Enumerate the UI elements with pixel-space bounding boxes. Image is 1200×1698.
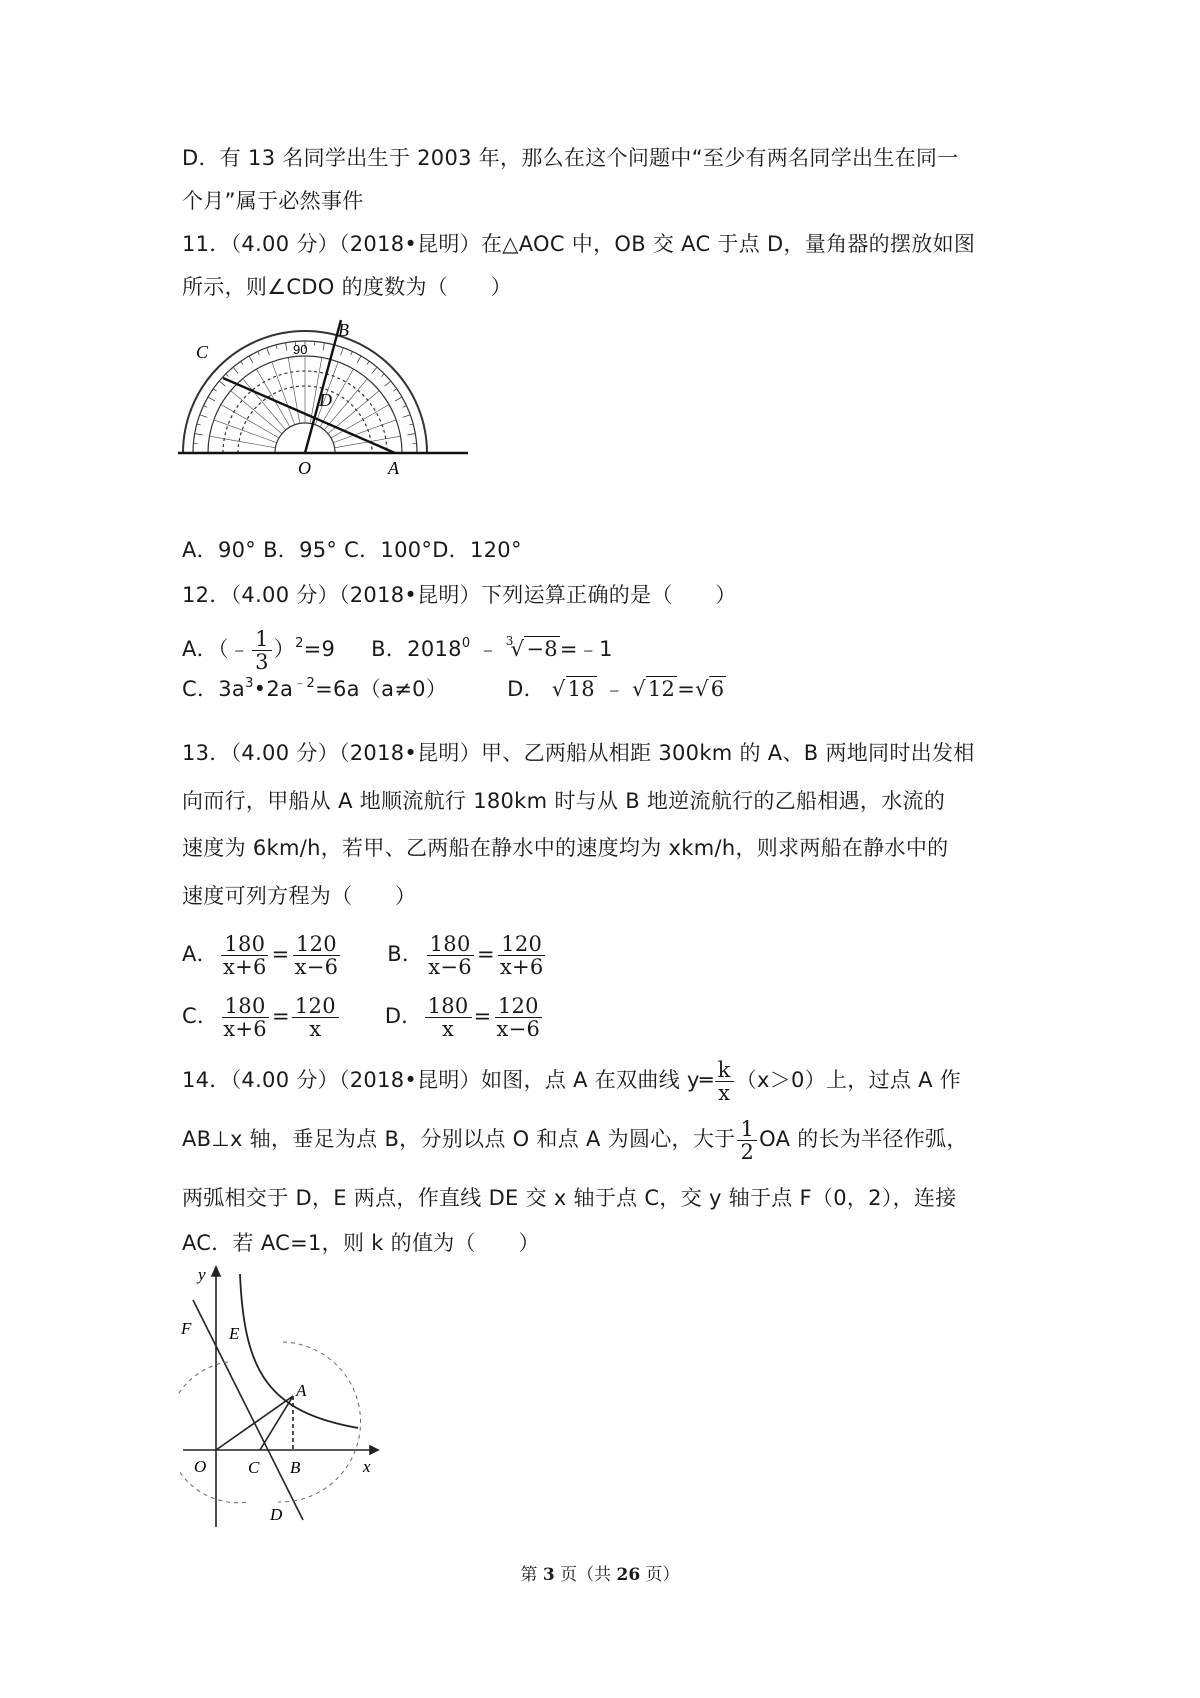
question-13-stem-4: 速度可列方程为（ ） [182, 884, 417, 908]
label-b: B [290, 1458, 301, 1477]
question-14-stem-2: AB⊥x 轴，垂足为点 B，分别以点 O 和点 A 为圆心，大于 $\frac{1}{2}$ OA 的长为半径作弧， [182, 1116, 968, 1164]
label-b: B [338, 320, 349, 340]
label-y: y [198, 1265, 206, 1284]
total-pages: 26 [616, 1565, 641, 1585]
hyperbola-figure [178, 1262, 398, 1532]
question-13-options-cd [182, 990, 545, 1042]
option-d: D． $\frac{180}{x}$ = $\frac{120}{x-6}$ [384, 993, 541, 1041]
question-11-options: A．90° B．95° C．100°D．120° [182, 538, 522, 562]
fraction: $\frac{1}{3}$ [252, 628, 272, 673]
question-11-stem: 11．（4.00 分）（2018•昆明）在△AOC 中，OB 交 AC 于点 D，量角器的摆放如图 [182, 232, 976, 256]
option-a: A． $\frac{180}{x+6}$ = $\frac{120}{x-6}$ [182, 931, 339, 979]
option-c: C．$3a^3•2a^{﹣2}=6a(a\ne 0)$ [182, 676, 448, 701]
option-b: B． $\frac{180}{x-6}$ = $\frac{120}{x+6}$ [387, 931, 544, 979]
question-12-options-cd [182, 674, 726, 704]
option-b: B．2018$^0$ ﹣ $^3$√−8=﹣1 [371, 634, 613, 661]
label-o: O [194, 1457, 207, 1476]
page-footer: 第 3 页（共 26 页） [520, 1565, 680, 1585]
question-13-stem: 13．（4.00 分）（2018•昆明）甲、乙两船从相距 300km 的 A、B 两地同时出发相 [182, 741, 975, 765]
label-c: C [196, 342, 209, 362]
question-13-stem-2: 向而行，甲船从 A 地顺流航行 180km 时与从 B 地逆流航行的乙船相遇，水流的 [182, 789, 946, 813]
question-13-stem-3: 速度为 6km/h，若甲、乙两船在静水中的速度均为 xkm/h，则求两船在静水中的 [182, 836, 949, 860]
current-page: 3 [542, 1565, 555, 1585]
label-o: O [298, 458, 311, 478]
option-a: A．（﹣ $\frac{1}{3}$ ）$^2$=9 [182, 626, 336, 674]
protractor-figure [178, 318, 478, 478]
label-e: E [229, 1324, 240, 1343]
label-a: A [388, 458, 399, 478]
label-x: x [363, 1457, 371, 1476]
question-14-stem-4: AC．若 AC=1，则 k 的值为（ ） [182, 1231, 540, 1255]
question-14-stem-3: 两弧相交于 D，E 两点，作直线 DE 交 x 轴于点 C，交 y 轴于点 F（0，2），连接 [182, 1186, 957, 1210]
label-d: D [270, 1505, 283, 1524]
option-c: C． $\frac{180}{x+6}$ = $\frac{120}{x}$ [182, 990, 341, 1042]
label-a: A [296, 1381, 307, 1400]
question-12-stem: 12．（4.00 分）（2018•昆明）下列运算正确的是（ ） [182, 583, 737, 607]
question-12-options-ab [182, 618, 613, 673]
option-d: D． √18 ﹣ √12=√6 [507, 677, 725, 701]
question-11-stem-cont: 所示，则∠CDO 的度数为（ ） [182, 275, 512, 299]
label-d: D [319, 390, 332, 410]
question-13-options-ab [182, 928, 549, 980]
label-90: 90 [293, 342, 308, 357]
label-f: F [181, 1319, 192, 1338]
option-d-text: D．有 13 名同学出生于 2003 年，那么在这个问题中“至少有两名同学出生在同一 [182, 146, 959, 170]
label-c: C [248, 1458, 260, 1477]
option-d-text-cont: 个月”属于必然事件 [182, 189, 364, 213]
question-14-stem: 14．（4.00 分）（2018•昆明）如图，点 A 在双曲线 y═ $\frac{k}{x}$ （x＞0）上，过点 A 作 [182, 1057, 962, 1105]
